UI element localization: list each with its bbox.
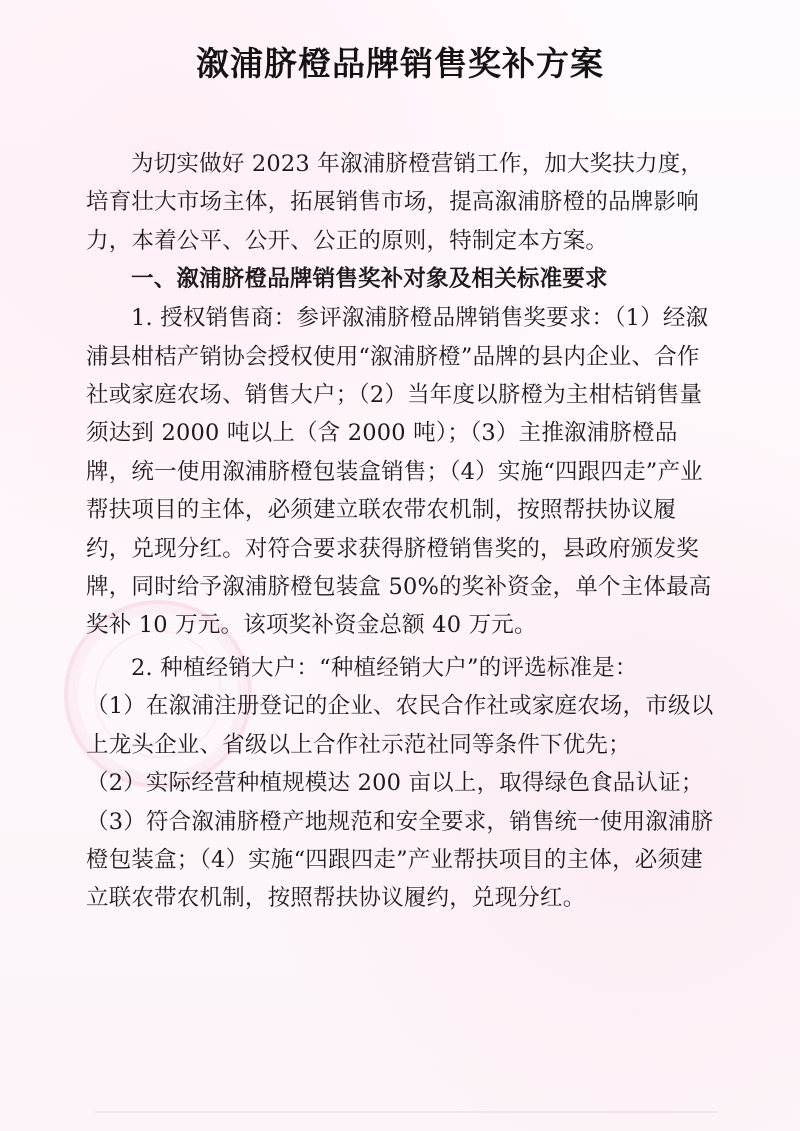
intro-paragraph: 为切实做好 2023 年溆浦脐橙营销工作，加大奖扶力度，培育壮大市场主体，拓展销售市场，提高溆浦脐橙的品牌影响力，本着公平、公开、公正的原则，特制定本方案。 xyxy=(86,151,704,254)
item-2-line-3: （3）符合溆浦脐橙产地规范和安全要求，销售统一使用溆浦脐橙包装盒；（4）实施“四跟四走”产业帮扶项目的主体，必须建立联农带农机制，按照帮扶协议履约，兑现分红。 xyxy=(86,808,714,912)
section-heading: 一、溆浦脐橙品牌销售奖补对象及相关标准要求 xyxy=(131,266,608,293)
item-2-heading: 2. 种植经销大户：“种植经销大户”的评选标准是： xyxy=(131,654,638,681)
bottom-margin-rule xyxy=(95,1111,718,1113)
document-body xyxy=(86,145,718,918)
item-2-line-2: （2）实际经营种植规模达 200 亩以上，取得绿色食品认证； xyxy=(86,770,704,797)
item-2-line-1: （1）在溆浦注册登记的企业、农民合作社或家庭农场，市级以上龙头企业、省级以上合作社示范社同等条件下优先； xyxy=(86,693,714,758)
page-title: 溆浦脐橙品牌销售奖补方案 xyxy=(196,44,604,83)
item-1-paragraph: 1. 授权销售商：参评溆浦脐橙品牌销售奖要求：（1）经溆浦县柑桔产销协会授权使用“溆浦脐橙”品牌的县内企业、合作社或家庭农场、销售大户；（2）当年度以脐橙为主柑桔销售量须达到 2000 吨以上（含 2000 吨）；（3）主推溆浦脐橙品牌，统一使用溆浦脐橙包装盒销售；（4）实施“四跟四走”产业帮扶项目的主体，必须建立联农带农机制，按照帮扶协议履约，兑现分红。对符合要求获得脐橙销售奖的，县政府颁发奖牌，同时给予溆浦脐橙包装盒 50%的奖补资金，单个主体最高奖补 10 万元。该项奖补资金总额 40 万元。 xyxy=(86,305,712,639)
